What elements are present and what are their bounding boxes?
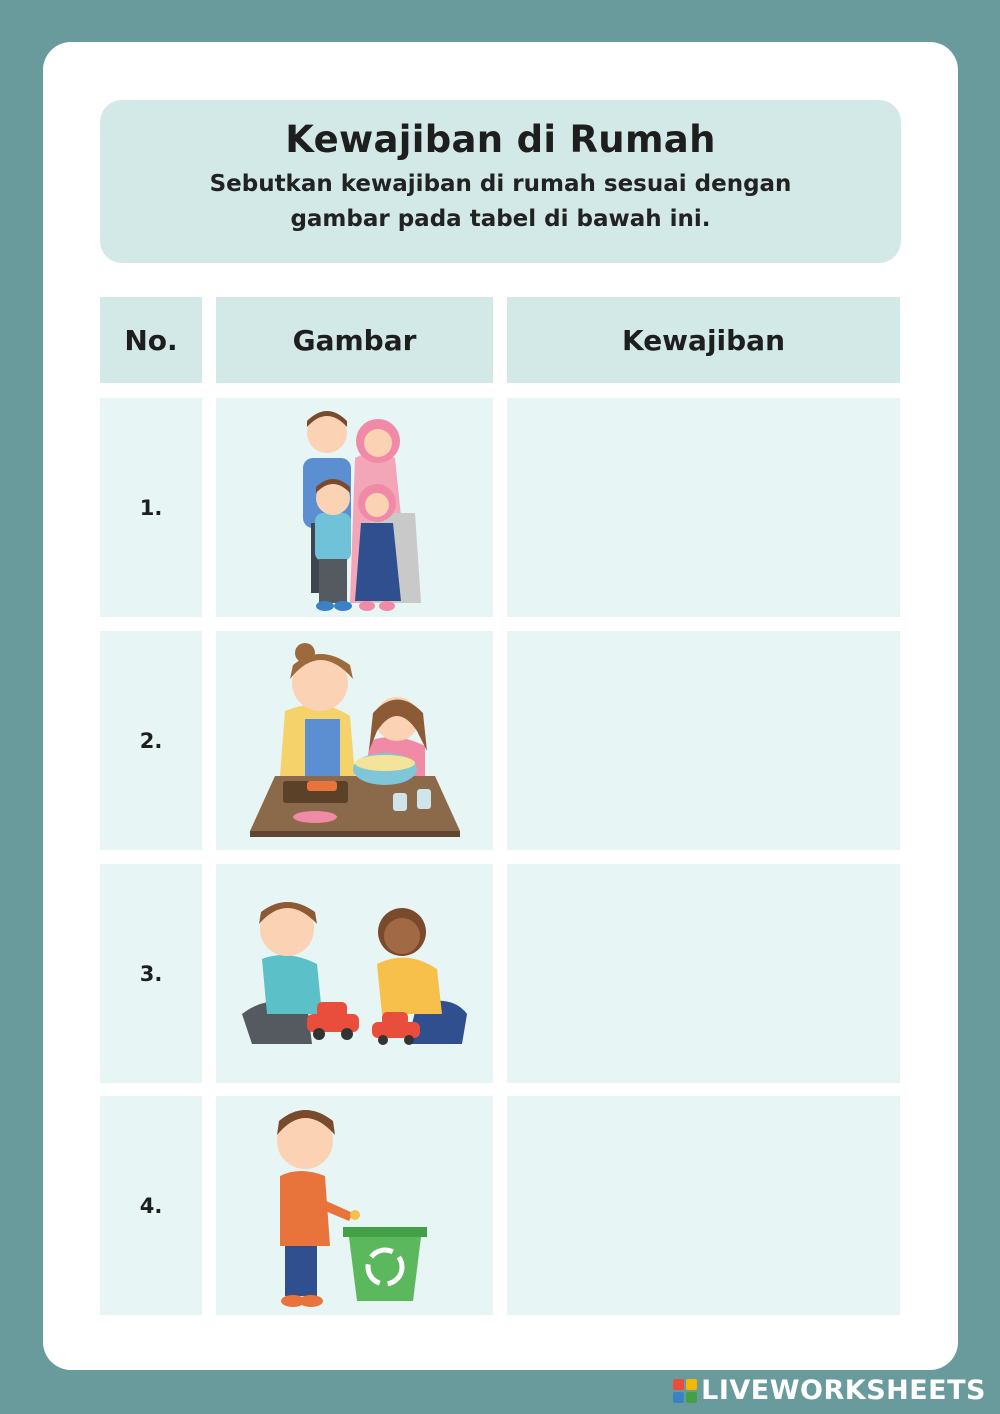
playing-toy-cars-illustration (216, 864, 493, 1083)
row-number-1: 1. (100, 398, 202, 617)
cooking-with-mother-illustration (216, 631, 493, 850)
column-header-number: No. (100, 297, 202, 383)
header-box (100, 100, 901, 263)
watermark-text: LIVEWORKSHEETS (701, 1375, 986, 1406)
row-number-3: 3. (100, 864, 202, 1083)
family-illustration (216, 398, 493, 617)
answer-cell-4[interactable] (507, 1096, 900, 1315)
worksheet-title: Kewajiban di Rumah (285, 118, 716, 161)
column-header-picture: Gambar (216, 297, 493, 383)
liveworksheets-logo-icon (673, 1379, 697, 1403)
answer-cell-3[interactable] (507, 864, 900, 1083)
throwing-trash-illustration (216, 1096, 493, 1315)
row-number-4: 4. (100, 1096, 202, 1315)
row-number-2: 2. (100, 631, 202, 850)
answer-cell-1[interactable] (507, 398, 900, 617)
liveworksheets-watermark (673, 1375, 986, 1406)
column-header-duty: Kewajiban (507, 297, 900, 383)
instruction-text: Sebutkan kewajiban di rumah sesuai dengan gambar pada tabel di bawah ini. (209, 171, 792, 232)
answer-cell-2[interactable] (507, 631, 900, 850)
